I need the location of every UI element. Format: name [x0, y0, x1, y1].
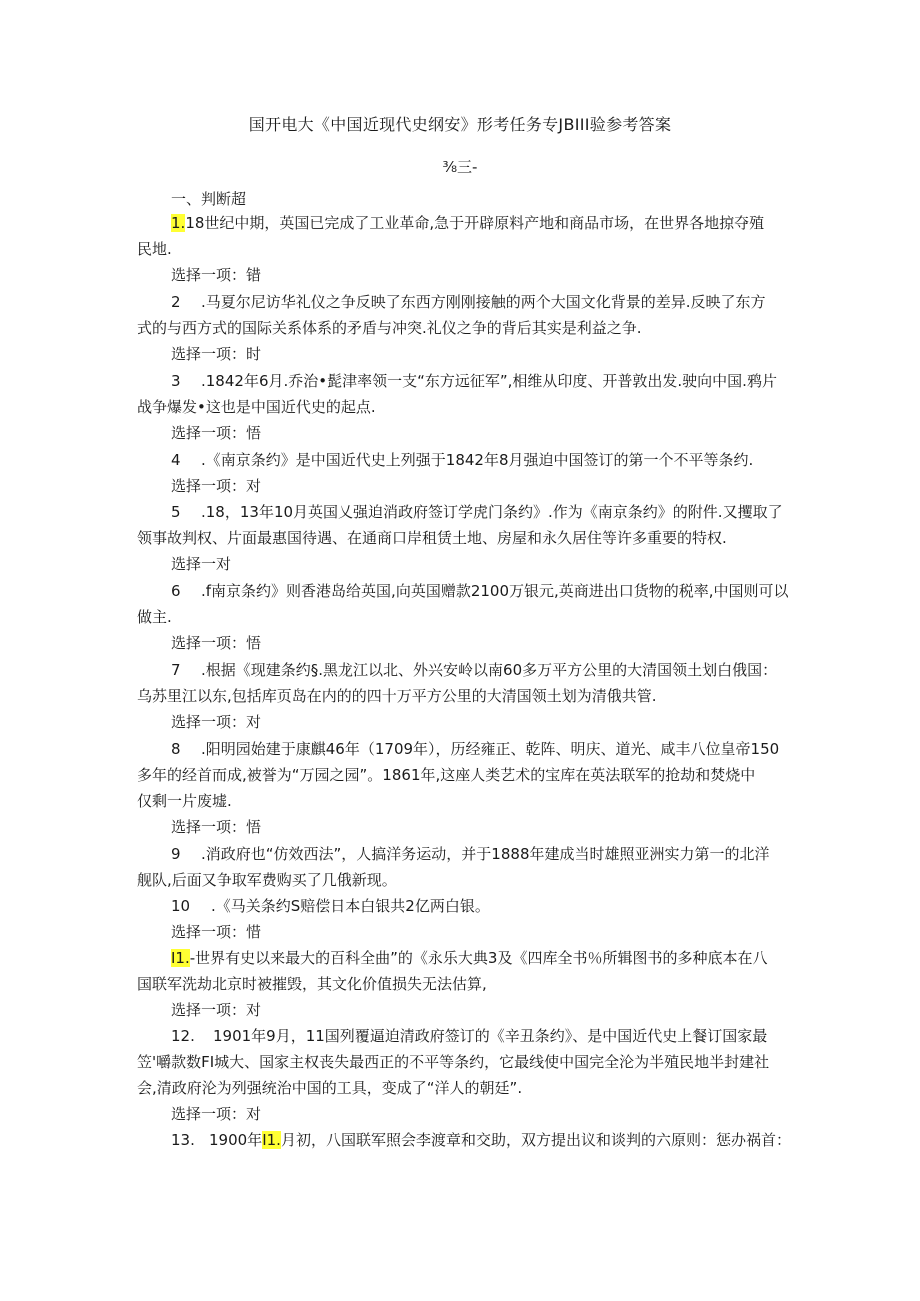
question-text: -世界有史以来最大的百科全曲”的《永乐大典3及《四库全书％所辑图书的多种底本在八 — [189, 949, 768, 967]
answer-8: 选择一项：悟 — [171, 818, 262, 836]
question-8-line-3: 仅剩一片废墟. — [137, 792, 232, 810]
question-number: 8 — [171, 740, 181, 758]
highlight-mark: I1. — [262, 1131, 281, 1149]
question-number: 6 — [171, 582, 181, 600]
question-11-line-2: 国联军洗劫北京时被摧毁，其文化价值损失无法估算, — [137, 975, 487, 993]
question-text: .f南京条约》则香港岛给英国,向英国赠款2100万银元,英商进出口货物的税率,中国则可以 — [201, 582, 789, 600]
question-number: 7 — [171, 661, 181, 679]
question-12-line-1 — [171, 1027, 767, 1045]
question-number: 12. — [171, 1027, 195, 1045]
question-number: 2 — [171, 293, 181, 311]
question-13-line-1 — [171, 1131, 791, 1149]
question-3-line-1 — [171, 372, 777, 390]
question-text: .马夏尔尼访华礼仪之争反映了东西方刚刚接触的两个大国文化背景的差异.反映了东方 — [201, 293, 766, 311]
question-text-prefix: 1900年 — [209, 1131, 263, 1149]
question-2-line-1 — [171, 293, 766, 311]
page-title: 国开电大《中国近现代史纲安》形考任务专JBIII验参考答案 — [248, 115, 672, 134]
question-11-line-1 — [171, 949, 767, 967]
question-text: .根据《现建条约§.黑龙江以北、外兴安岭以南60多万平方公里的大清国领土划白俄国： — [201, 661, 778, 679]
highlight-mark: I1. — [171, 949, 190, 967]
question-number: 3 — [171, 372, 181, 390]
question-text: 18世纪中期，英国已完成了工业革命,急于开辟原料产地和商品市场，在世界各地掠夺殖 — [185, 214, 765, 232]
answer-6: 选择一项：悟 — [171, 634, 262, 652]
question-5-line-1 — [171, 503, 783, 521]
answer-2: 选择一项：时 — [171, 345, 262, 363]
question-1-line-2: 民地. — [137, 240, 172, 258]
answer-11: 选择一项：对 — [171, 1001, 262, 1019]
answer-7: 选择一项：对 — [171, 713, 262, 731]
question-text: .《南京条约》是中国近代史上列强于1842年8月强迫中国签订的第一个不平等条约. — [201, 451, 754, 469]
question-10-line-1 — [171, 897, 490, 915]
question-number: 13. — [171, 1131, 195, 1149]
answer-3: 选择一项：悟 — [171, 424, 262, 442]
question-12-line-3: 会,清政府沦为列强统治中国的工具，变成了“洋人的朝廷”. — [137, 1079, 523, 1097]
page-subtitle: ⅜三- — [442, 158, 478, 176]
question-text: .阳明园始建于康麒46年（1709年），历经雍正、乾阵、明庆、道光、咸丰八位皇帝150 — [201, 740, 780, 758]
question-6-line-2: 做主. — [137, 608, 172, 626]
question-number: 5 — [171, 503, 181, 521]
question-3-line-2: 战争爆发•这也是中国近代史的起点. — [137, 398, 376, 416]
question-text: .1842年6月.乔治•髭津率领一支“东方远征军”,相维从印度、开普敦出发.驶向中国.鸦片 — [201, 372, 777, 390]
question-number: 10 — [171, 897, 191, 915]
question-7-line-2: 乌苏里江以东,包括库页岛在内的的四十万平方公里的大清国领土划为清俄共管. — [137, 687, 657, 705]
highlight-mark: 1. — [171, 214, 186, 232]
answer-4: 选择一项：对 — [171, 477, 262, 495]
question-8-line-1 — [171, 740, 779, 758]
question-2-line-2: 式的与西方式的国际关系体系的矛盾与冲突.礼仪之争的背后其实是利益之争. — [137, 319, 642, 337]
question-8-line-2: 多年的经首而成,被誉为“万园之园”。1861年,这座人类艺术的宝库在英法联军的抢劫和焚烧中 — [137, 766, 756, 784]
question-6-line-1 — [171, 582, 789, 600]
question-text: .《马关条约S赔偿日本白银共2亿两白银。 — [211, 897, 490, 915]
question-text: .18，13年10月英国乂强迫消政府签订学虎门条约》.作为《南京条约》的附件.又攫取了 — [201, 503, 783, 521]
question-9-line-2: 舰队,后面又争取军费购买了几俄新现。 — [137, 871, 397, 889]
question-text: 1901年9月，11国列覆逼迫清政府签订的《辛丑条约》、是中国近代史上餐订国家最 — [213, 1027, 768, 1045]
answer-10: 选择一项：惜 — [171, 923, 262, 941]
question-4-line-1 — [171, 451, 753, 469]
question-7-line-1 — [171, 661, 777, 679]
question-number: 4 — [171, 451, 181, 469]
question-5-line-2: 领事故判权、片面最惠国待遇、在通商口岸租赁土地、房屋和永久居住等许多重要的特权. — [137, 529, 727, 547]
answer-5: 选择一对 — [171, 555, 232, 573]
question-text: 月初，八国联军照会李渡章和交助，双方提出议和谈判的六原则：惩办祸首： — [280, 1131, 791, 1149]
question-9-line-1 — [171, 845, 770, 863]
section-heading: 一、判断超 — [171, 190, 247, 208]
question-number: 9 — [171, 845, 181, 863]
question-text: .消政府也“仿效西法”，人搞洋务运动，并于1888年建成当时雄照亚洲实力第一的北洋 — [201, 845, 770, 863]
question-12-line-2: 笠'嚼款数FI城大、国家主权丧失最西正的不平等条约，它最线使中国完全沦为半殖民地半封建社 — [137, 1053, 770, 1071]
answer-1: 选择一项：错 — [171, 266, 262, 284]
question-1-line-1 — [171, 214, 764, 232]
answer-12: 选择一项：对 — [171, 1105, 262, 1123]
